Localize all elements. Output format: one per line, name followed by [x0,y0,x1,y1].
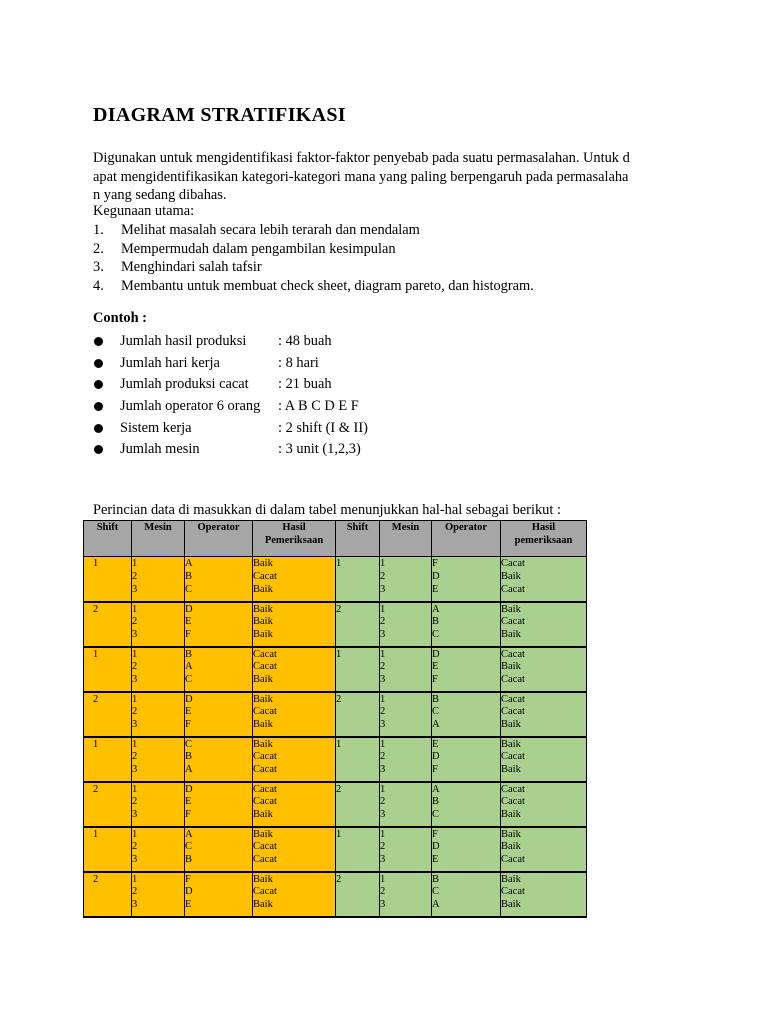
bullet-icon [94,424,103,433]
fact-value: : 3 unit (1,2,3) [278,441,361,458]
table-cell-mesin-a [132,827,185,872]
cell-line: 2 [380,616,386,628]
paragraph-line: apat mengidentifikasikan kategori-kategori mana yang paling berpengaruh pada permasalaha [93,168,629,185]
col-header: Hasil Pemeriksaan [253,521,336,557]
fact-item [93,439,368,461]
bullet-icon [94,359,103,368]
cell-line: Cacat [501,886,525,898]
cell-line: B [185,751,193,763]
cell-line: B [185,570,193,582]
cell-line: D [432,841,440,853]
cell-line: C [432,886,440,898]
cell-line: A [432,719,440,731]
cell-line: Cacat [253,764,277,776]
table-cell-shift-a: 1 [84,737,132,782]
table-cell-mesin-b [380,827,432,872]
cell-line: Cacat [501,693,525,705]
table-cell-mesin-b [380,737,432,782]
cell-line: 3 [132,629,138,641]
col-header: Mesin [380,521,432,557]
cell-line: A [432,783,440,795]
cell-line: 1 [380,783,386,795]
table-cell-hasil-a [253,872,336,917]
cell-line: C [432,809,440,821]
bullet-icon [94,445,103,454]
cell-line: C [432,629,440,641]
cell-line: 1 [380,603,386,615]
cell-line: E [432,738,439,750]
cell-line: 1 [132,693,138,705]
table-row [84,692,587,737]
cell-line: Baik [501,661,521,673]
cell-line: F [185,809,191,821]
paragraph-line: Digunakan untuk mengidentifikasi faktor-faktor penyebab pada suatu permasalahan. Untuk d [93,150,630,166]
paragraph-line: n yang sedang dibahas. [93,187,227,203]
cell-line: F [432,558,438,569]
fact-item [93,331,368,353]
cell-line: Baik [253,603,273,615]
cell-line: 2 [380,661,386,673]
cell-line: 2 [380,706,386,718]
cell-line: Cacat [501,706,525,718]
list-item [93,240,534,259]
table-cell-shift-b: 1 [336,557,380,602]
table-cell-hasil-a [253,602,336,647]
cell-line: 1 [132,558,138,569]
table-cell-mesin-a [132,692,185,737]
table-row [84,647,587,692]
cell-line: D [432,751,440,763]
table-cell-hasil-b [501,737,587,782]
cell-line: 1 [132,603,138,615]
cell-line: 2 [380,751,386,763]
cell-line: 1 [380,873,386,885]
fact-label: Jumlah mesin [120,441,200,458]
cell-line: A [185,764,193,776]
cell-line: 2 [132,570,138,582]
table-cell-shift-b: 1 [336,647,380,692]
col-header: Shift [336,521,380,557]
list-number: 4. [93,277,104,294]
cell-line: A [432,899,440,911]
table-cell-op-b [432,647,501,692]
list-text: Menghindari salah tafsir [121,259,262,275]
cell-line: 1 [380,738,386,750]
cell-line: Cacat [501,751,525,763]
cell-line: Cacat [253,841,277,853]
cell-line: Cacat [253,570,277,582]
cell-line: D [432,648,440,660]
table-row [84,782,587,827]
cell-line: 3 [380,899,386,911]
table-cell-shift-b: 2 [336,692,380,737]
cell-line: Baik [253,616,273,628]
cell-line: Baik [501,738,521,750]
cell-line: Baik [501,719,521,731]
uses-list [93,221,534,295]
list-text: Melihat masalah secara lebih terarah dan mendalam [121,222,420,238]
cell-line: Cacat [501,648,525,660]
table-cell-hasil-a [253,692,336,737]
col-header: Mesin [132,521,185,557]
cell-line: Baik [253,899,273,911]
cell-line: B [432,873,440,885]
uses-heading: Kegunaan utama: [93,203,195,219]
fact-label: Jumlah hari kerja [120,354,220,371]
table-cell-hasil-b [501,692,587,737]
table-row [84,557,587,602]
cell-line: Baik [253,873,273,885]
cell-line: Cacat [501,558,525,569]
cell-line: Baik [501,629,521,641]
cell-line: Cacat [253,796,277,808]
cell-line: 1 [380,828,386,840]
table-cell-hasil-b [501,602,587,647]
cell-line: A [185,828,193,840]
fact-label: Sistem kerja [120,419,192,436]
list-text: Membantu untuk membuat check sheet, diagram pareto, dan histogram. [121,277,534,294]
fact-value: : 8 hari [278,354,319,371]
cell-line: Baik [253,558,273,569]
table-cell-op-b [432,557,501,602]
cell-line: Baik [253,583,273,595]
cell-line: 1 [380,648,386,660]
stratification-table [83,520,587,918]
cell-line: 2 [132,661,138,673]
facts-list [93,331,368,461]
cell-line: 3 [132,674,138,686]
cell-line: C [185,674,193,686]
cell-line: Baik [501,841,521,853]
cell-line: F [185,873,191,885]
fact-label: Jumlah operator 6 orang [120,398,261,415]
cell-line: Baik [501,809,521,821]
cell-line: 3 [132,764,138,776]
cell-line: E [432,854,439,866]
cell-line: Cacat [253,854,277,866]
cell-line: Baik [253,693,273,705]
cell-line: Cacat [501,796,525,808]
cell-line: 3 [380,854,386,866]
cell-line: Cacat [253,783,277,795]
table-cell-hasil-a [253,782,336,827]
cell-line: D [432,570,440,582]
cell-line: E [432,661,439,673]
bullet-icon [94,380,103,389]
table-cell-shift-a: 1 [84,647,132,692]
cell-line: 1 [132,648,138,660]
table-cell-mesin-b [380,692,432,737]
page-title: DIAGRAM STRATIFIKASI [93,104,346,126]
table-cell-hasil-b [501,782,587,827]
cell-line: 2 [380,796,386,808]
table-cell-shift-a: 2 [84,692,132,737]
cell-line: Cacat [501,854,525,866]
fact-item [93,417,368,439]
table-cell-op-b [432,827,501,872]
table-row [84,827,587,872]
list-item [93,221,534,240]
bullet-icon [94,337,103,346]
cell-line: B [432,616,440,628]
table-cell-shift-b: 2 [336,872,380,917]
cell-line: D [185,783,193,795]
cell-line: Cacat [501,583,525,595]
table-cell-shift-a: 1 [84,827,132,872]
col-header: Operator [185,521,253,557]
cell-line: 2 [132,886,138,898]
table-row [84,872,587,917]
col-header: Shift [84,521,132,557]
cell-line: 2 [132,706,138,718]
cell-line: C [185,583,193,595]
table-cell-mesin-b [380,872,432,917]
cell-line: Baik [253,809,273,821]
cell-line: 1 [380,558,386,569]
cell-line: 3 [132,809,138,821]
table-cell-hasil-b [501,872,587,917]
cell-line: 3 [380,629,386,641]
table-cell-hasil-a [253,647,336,692]
cell-line: Baik [501,899,521,911]
cell-line: D [185,693,193,705]
cell-line: C [185,738,193,750]
table-cell-shift-b: 1 [336,737,380,782]
table-cell-hasil-b [501,647,587,692]
table-cell-mesin-a [132,557,185,602]
fact-label: Jumlah hasil produksi [120,333,247,350]
table-cell-shift-a: 2 [84,602,132,647]
cell-line: 2 [132,796,138,808]
fact-value: : 48 buah [278,333,332,350]
intro-paragraph [93,149,681,205]
cell-line: Baik [501,764,521,776]
table-cell-shift-b: 2 [336,782,380,827]
cell-line: 2 [380,886,386,898]
table-cell-op-a [185,827,253,872]
bullet-icon [94,402,103,411]
list-text: Mempermudah dalam pengambilan kesimpulan [121,240,396,257]
table-cell-mesin-a [132,872,185,917]
cell-line: Baik [253,719,273,731]
list-number: 1. [93,222,104,238]
table-cell-op-a [185,872,253,917]
list-number: 2. [93,240,104,257]
table-row [84,602,587,647]
cell-line: D [185,603,193,615]
cell-line: Cacat [501,783,525,795]
cell-line: 3 [132,719,138,731]
cell-line: F [432,764,438,776]
table-cell-hasil-a [253,827,336,872]
example-heading: Contoh : [93,310,147,326]
cell-line: Baik [501,873,521,885]
table-cell-op-a [185,737,253,782]
table-cell-op-a [185,692,253,737]
cell-line: Cacat [253,751,277,763]
cell-line: 2 [132,841,138,853]
cell-line: 3 [380,674,386,686]
cell-line: C [432,706,440,718]
cell-line: A [432,603,440,615]
table-cell-shift-b: 1 [336,827,380,872]
table-cell-op-b [432,782,501,827]
cell-line: E [432,583,439,595]
cell-line: Cacat [501,616,525,628]
cell-line: C [185,841,193,853]
cell-line: 3 [380,719,386,731]
cell-line: B [432,796,440,808]
cell-line: Baik [253,629,273,641]
table-cell-hasil-a [253,737,336,782]
table-cell-mesin-a [132,602,185,647]
cell-line: Cacat [501,674,525,686]
fact-item [93,353,368,375]
cell-line: Baik [253,828,273,840]
table-cell-mesin-a [132,647,185,692]
table-cell-shift-a: 1 [84,557,132,602]
table-cell-mesin-b [380,782,432,827]
cell-line: F [185,629,191,641]
cell-line: 2 [380,570,386,582]
table-cell-shift-a: 2 [84,782,132,827]
fact-value: : 21 buah [278,376,332,393]
cell-line: E [185,706,192,718]
fact-value: : A B C D E F [278,398,359,415]
table-cell-hasil-b [501,557,587,602]
table-row [84,737,587,782]
cell-line: Baik [501,603,521,615]
cell-line: Baik [253,738,273,750]
cell-line: E [185,899,192,911]
table-cell-mesin-b [380,557,432,602]
table-cell-op-b [432,872,501,917]
table-cell-hasil-a [253,557,336,602]
cell-line: 3 [380,583,386,595]
cell-line: F [432,828,438,840]
cell-line: 1 [132,783,138,795]
table-cell-shift-a: 2 [84,872,132,917]
cell-line: 3 [132,899,138,911]
cell-line: B [432,693,440,705]
cell-line: 3 [132,854,138,866]
cell-line: 3 [380,809,386,821]
cell-line: 1 [380,693,386,705]
fact-item [93,396,368,418]
cell-line: Cacat [253,661,277,673]
cell-line: Baik [253,674,273,686]
table-cell-op-a [185,782,253,827]
cell-line: Cacat [253,886,277,898]
cell-line: 2 [380,841,386,853]
col-header: Operator [432,521,501,557]
cell-line: Baik [501,828,521,840]
table-cell-op-a [185,557,253,602]
cell-line: 2 [132,616,138,628]
table-cell-shift-b: 2 [336,602,380,647]
cell-line: F [432,674,438,686]
cell-line: E [185,796,192,808]
cell-line: Cacat [253,706,277,718]
table-cell-op-a [185,647,253,692]
cell-line: 2 [132,751,138,763]
table-body [84,557,587,917]
table-cell-hasil-b [501,827,587,872]
table-cell-mesin-a [132,782,185,827]
list-number: 3. [93,259,104,275]
table-intro: Perincian data di masukkan di dalam tabel menunjukkan hal-hal sebagai berikut : [93,502,561,518]
table-cell-mesin-a [132,737,185,782]
table-cell-op-b [432,737,501,782]
cell-line: A [185,661,193,673]
col-header: Hasil pemeriksaan [501,521,587,557]
cell-line: F [185,719,191,731]
cell-line: E [185,616,192,628]
cell-line: 3 [132,583,138,595]
cell-line: Baik [501,570,521,582]
cell-line: B [185,648,193,660]
fact-item [93,374,368,396]
cell-line: 1 [132,738,138,750]
cell-line: 1 [132,828,138,840]
list-item [93,258,534,277]
fact-value: : 2 shift (I & II) [278,419,368,436]
cell-line: D [185,886,193,898]
cell-line: 3 [380,764,386,776]
cell-line: A [185,558,193,569]
cell-line: B [185,854,193,866]
fact-label: Jumlah produksi cacat [120,376,249,393]
table-cell-op-a [185,602,253,647]
table-cell-mesin-b [380,602,432,647]
cell-line: Cacat [253,648,277,660]
list-item [93,277,534,296]
table-header-row [84,521,587,557]
cell-line: 1 [132,873,138,885]
table-cell-op-b [432,602,501,647]
table-cell-op-b [432,692,501,737]
table-cell-mesin-b [380,647,432,692]
